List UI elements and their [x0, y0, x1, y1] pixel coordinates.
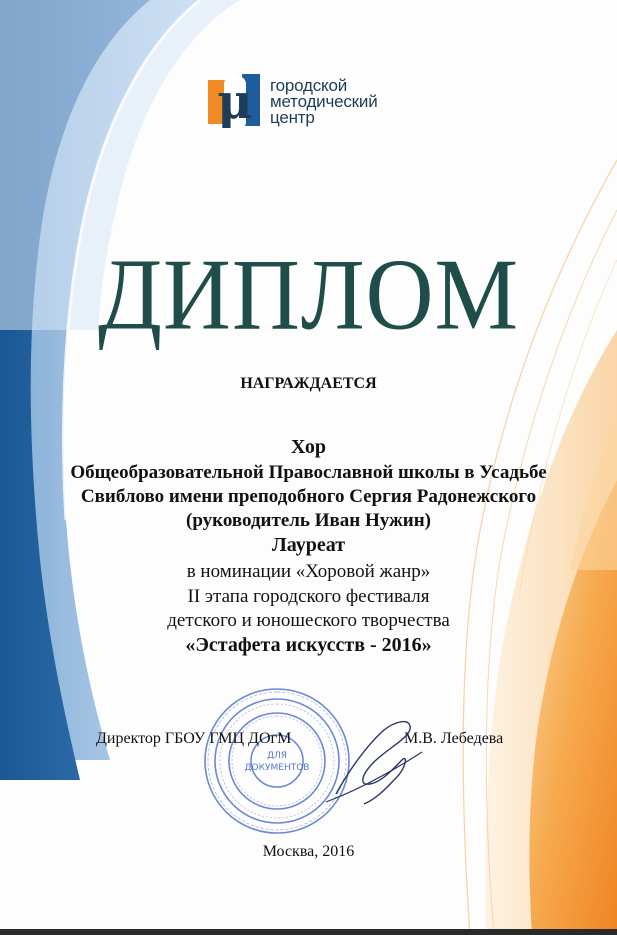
recipient-organization-line-1: Общеобразовательной Православной школы в Усадьбе [70, 462, 547, 483]
logo-mu-icon [208, 74, 264, 132]
award-festival-name: «Эстафета искусств - 2016» [185, 634, 432, 656]
signatory-name: М.В. Лебедева [404, 730, 504, 747]
award-rank: Лауреат [271, 534, 346, 556]
logo-line-1: городской [270, 76, 348, 95]
svg-text:μ: μ [217, 74, 253, 130]
svg-text:ДОКУМЕНТОВ: ДОКУМЕНТОВ [244, 763, 310, 773]
logo-line-2: методический [270, 92, 378, 111]
diploma-title: ДИПЛОМ [97, 238, 520, 352]
award-stage: II этапа городского фестиваля [187, 586, 430, 607]
place-and-date: Москва, 2016 [262, 843, 355, 860]
recipient-group: Хор [291, 436, 326, 458]
award-nomination: в номинации «Хоровой жанр» [186, 561, 431, 582]
logo [208, 74, 408, 134]
awarded-label: НАГРАЖДАЕТСЯ [240, 375, 377, 392]
award-festival-type: детского и юношеского творчества [167, 610, 450, 631]
logo-line-3: центр [270, 108, 315, 127]
scan-bottom-edge [0, 929, 617, 935]
signatory-position: Директор ГБОУ ГМЦ ДОгМ [96, 730, 292, 747]
recipient-organization-line-2: Свиблово имени преподобного Сергия Радонежского [80, 486, 537, 507]
logo-text [270, 78, 378, 126]
svg-text:ДЛЯ: ДЛЯ [266, 751, 288, 761]
handwritten-signature [318, 712, 428, 812]
recipient-leader: (руководитель Иван Нужин) [186, 510, 431, 531]
